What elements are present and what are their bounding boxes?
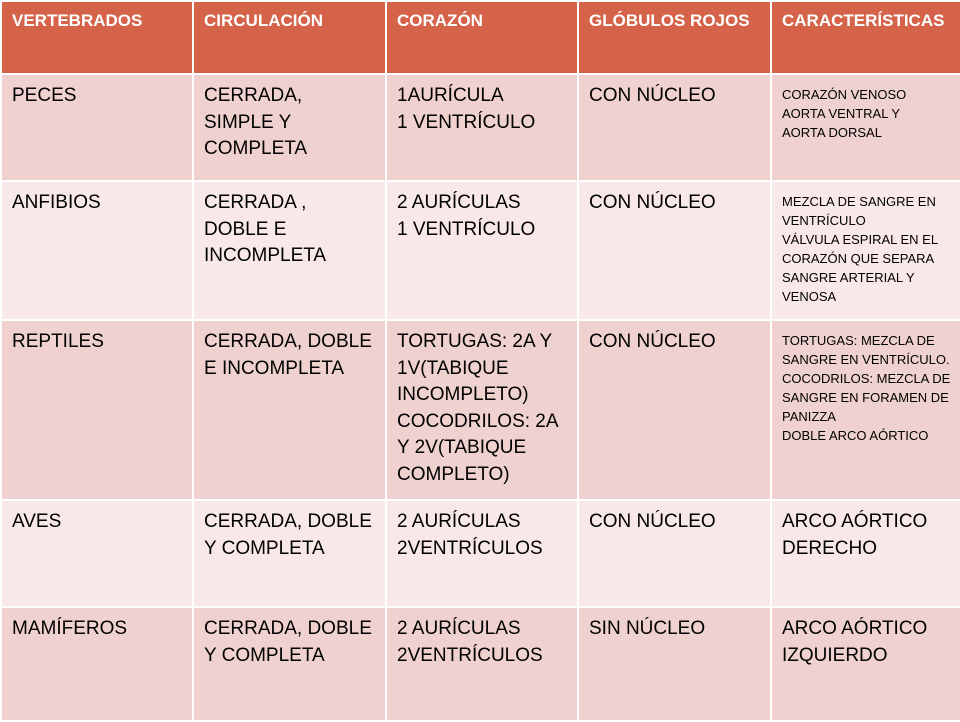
corazon-text: 2 AURÍCULAS 1 VENTRÍCULO [397, 192, 536, 240]
cell-circulacion [193, 74, 386, 181]
cell-caracteristicas [771, 320, 960, 500]
vertebrado-text: MAMÍFEROS [12, 618, 128, 639]
circulacion-text: CERRADA, DOBLE Y COMPLETA [204, 511, 372, 559]
table-row [1, 500, 960, 607]
corazon-text: 1AURÍCULA 1 VENTRÍCULO [397, 85, 536, 133]
cell-caracteristicas [771, 181, 960, 320]
vertebrado-text: ANFIBIOS [12, 192, 101, 213]
header-caracteristicas: CARACTERÍSTICAS [771, 1, 960, 74]
cell-vertebrado [1, 181, 193, 320]
table-row [1, 607, 960, 721]
cell-circulacion [193, 320, 386, 500]
globulos-text: CON NÚCLEO [589, 511, 716, 532]
corazon-text: 2 AURÍCULAS 2VENTRÍCULOS [397, 618, 543, 666]
cell-corazon [386, 500, 578, 607]
header-row [1, 1, 960, 74]
table-row [1, 320, 960, 500]
cell-caracteristicas [771, 500, 960, 607]
cell-vertebrado [1, 500, 193, 607]
caracteristicas-text: MEZCLA DE SANGRE EN VENTRÍCULO VÁLVULA ESPIRAL EN EL CORAZÓN QUE SEPARA SANGRE ARTERIAL Y VENOSA [782, 194, 939, 304]
cell-globulos [578, 607, 771, 721]
cell-circulacion [193, 500, 386, 607]
corazon-text: TORTUGAS: 2A Y 1V(TABIQUE INCOMPLETO) COCODRILOS: 2A Y 2V(TABIQUE COMPLETO) [397, 331, 559, 485]
cell-corazon [386, 181, 578, 320]
cell-corazon [386, 74, 578, 181]
table-row [1, 74, 960, 181]
cell-vertebrado [1, 607, 193, 721]
header-circulacion: CIRCULACIÓN [193, 1, 386, 74]
corazon-text: 2 AURÍCULAS 2VENTRÍCULOS [397, 511, 543, 559]
globulos-text: SIN NÚCLEO [589, 618, 706, 639]
globulos-text: CON NÚCLEO [589, 192, 716, 213]
circulacion-text: CERRADA, SIMPLE Y COMPLETA [204, 85, 308, 159]
header-vertebrados: VERTEBRADOS [1, 1, 193, 74]
caracteristicas-text: ARCO AÓRTICO DERECHO [782, 511, 928, 559]
cell-vertebrado [1, 320, 193, 500]
cell-corazon [386, 607, 578, 721]
globulos-text: CON NÚCLEO [589, 331, 716, 352]
cell-globulos [578, 320, 771, 500]
header-globulos-rojos: GLÓBULOS ROJOS [578, 1, 771, 74]
circulacion-text: CERRADA , DOBLE E INCOMPLETA [204, 192, 327, 266]
caracteristicas-text: ARCO AÓRTICO IZQUIERDO [782, 618, 928, 666]
cell-globulos [578, 500, 771, 607]
cell-circulacion [193, 181, 386, 320]
cell-caracteristicas [771, 607, 960, 721]
header-corazon: CORAZÓN [386, 1, 578, 74]
globulos-text: CON NÚCLEO [589, 85, 716, 106]
vertebrado-text: PECES [12, 85, 77, 106]
circulacion-text: CERRADA, DOBLE E INCOMPLETA [204, 331, 372, 379]
table-row [1, 181, 960, 320]
vertebrado-text: AVES [12, 511, 62, 532]
cell-circulacion [193, 607, 386, 721]
cell-corazon [386, 320, 578, 500]
cell-vertebrado [1, 74, 193, 181]
vertebrado-text: REPTILES [12, 331, 104, 352]
cell-globulos [578, 181, 771, 320]
cell-caracteristicas [771, 74, 960, 181]
circulacion-text: CERRADA, DOBLE Y COMPLETA [204, 618, 372, 666]
caracteristicas-text: TORTUGAS: MEZCLA DE SANGRE EN VENTRÍCULO. COCODRILOS: MEZCLA DE SANGRE EN FORAMEN DE PANIZZA DOBLE ARCO AÓRTICO [782, 333, 951, 443]
cell-globulos [578, 74, 771, 181]
caracteristicas-text: CORAZÓN VENOSO AORTA VENTRAL Y AORTA DORSAL [782, 87, 907, 140]
